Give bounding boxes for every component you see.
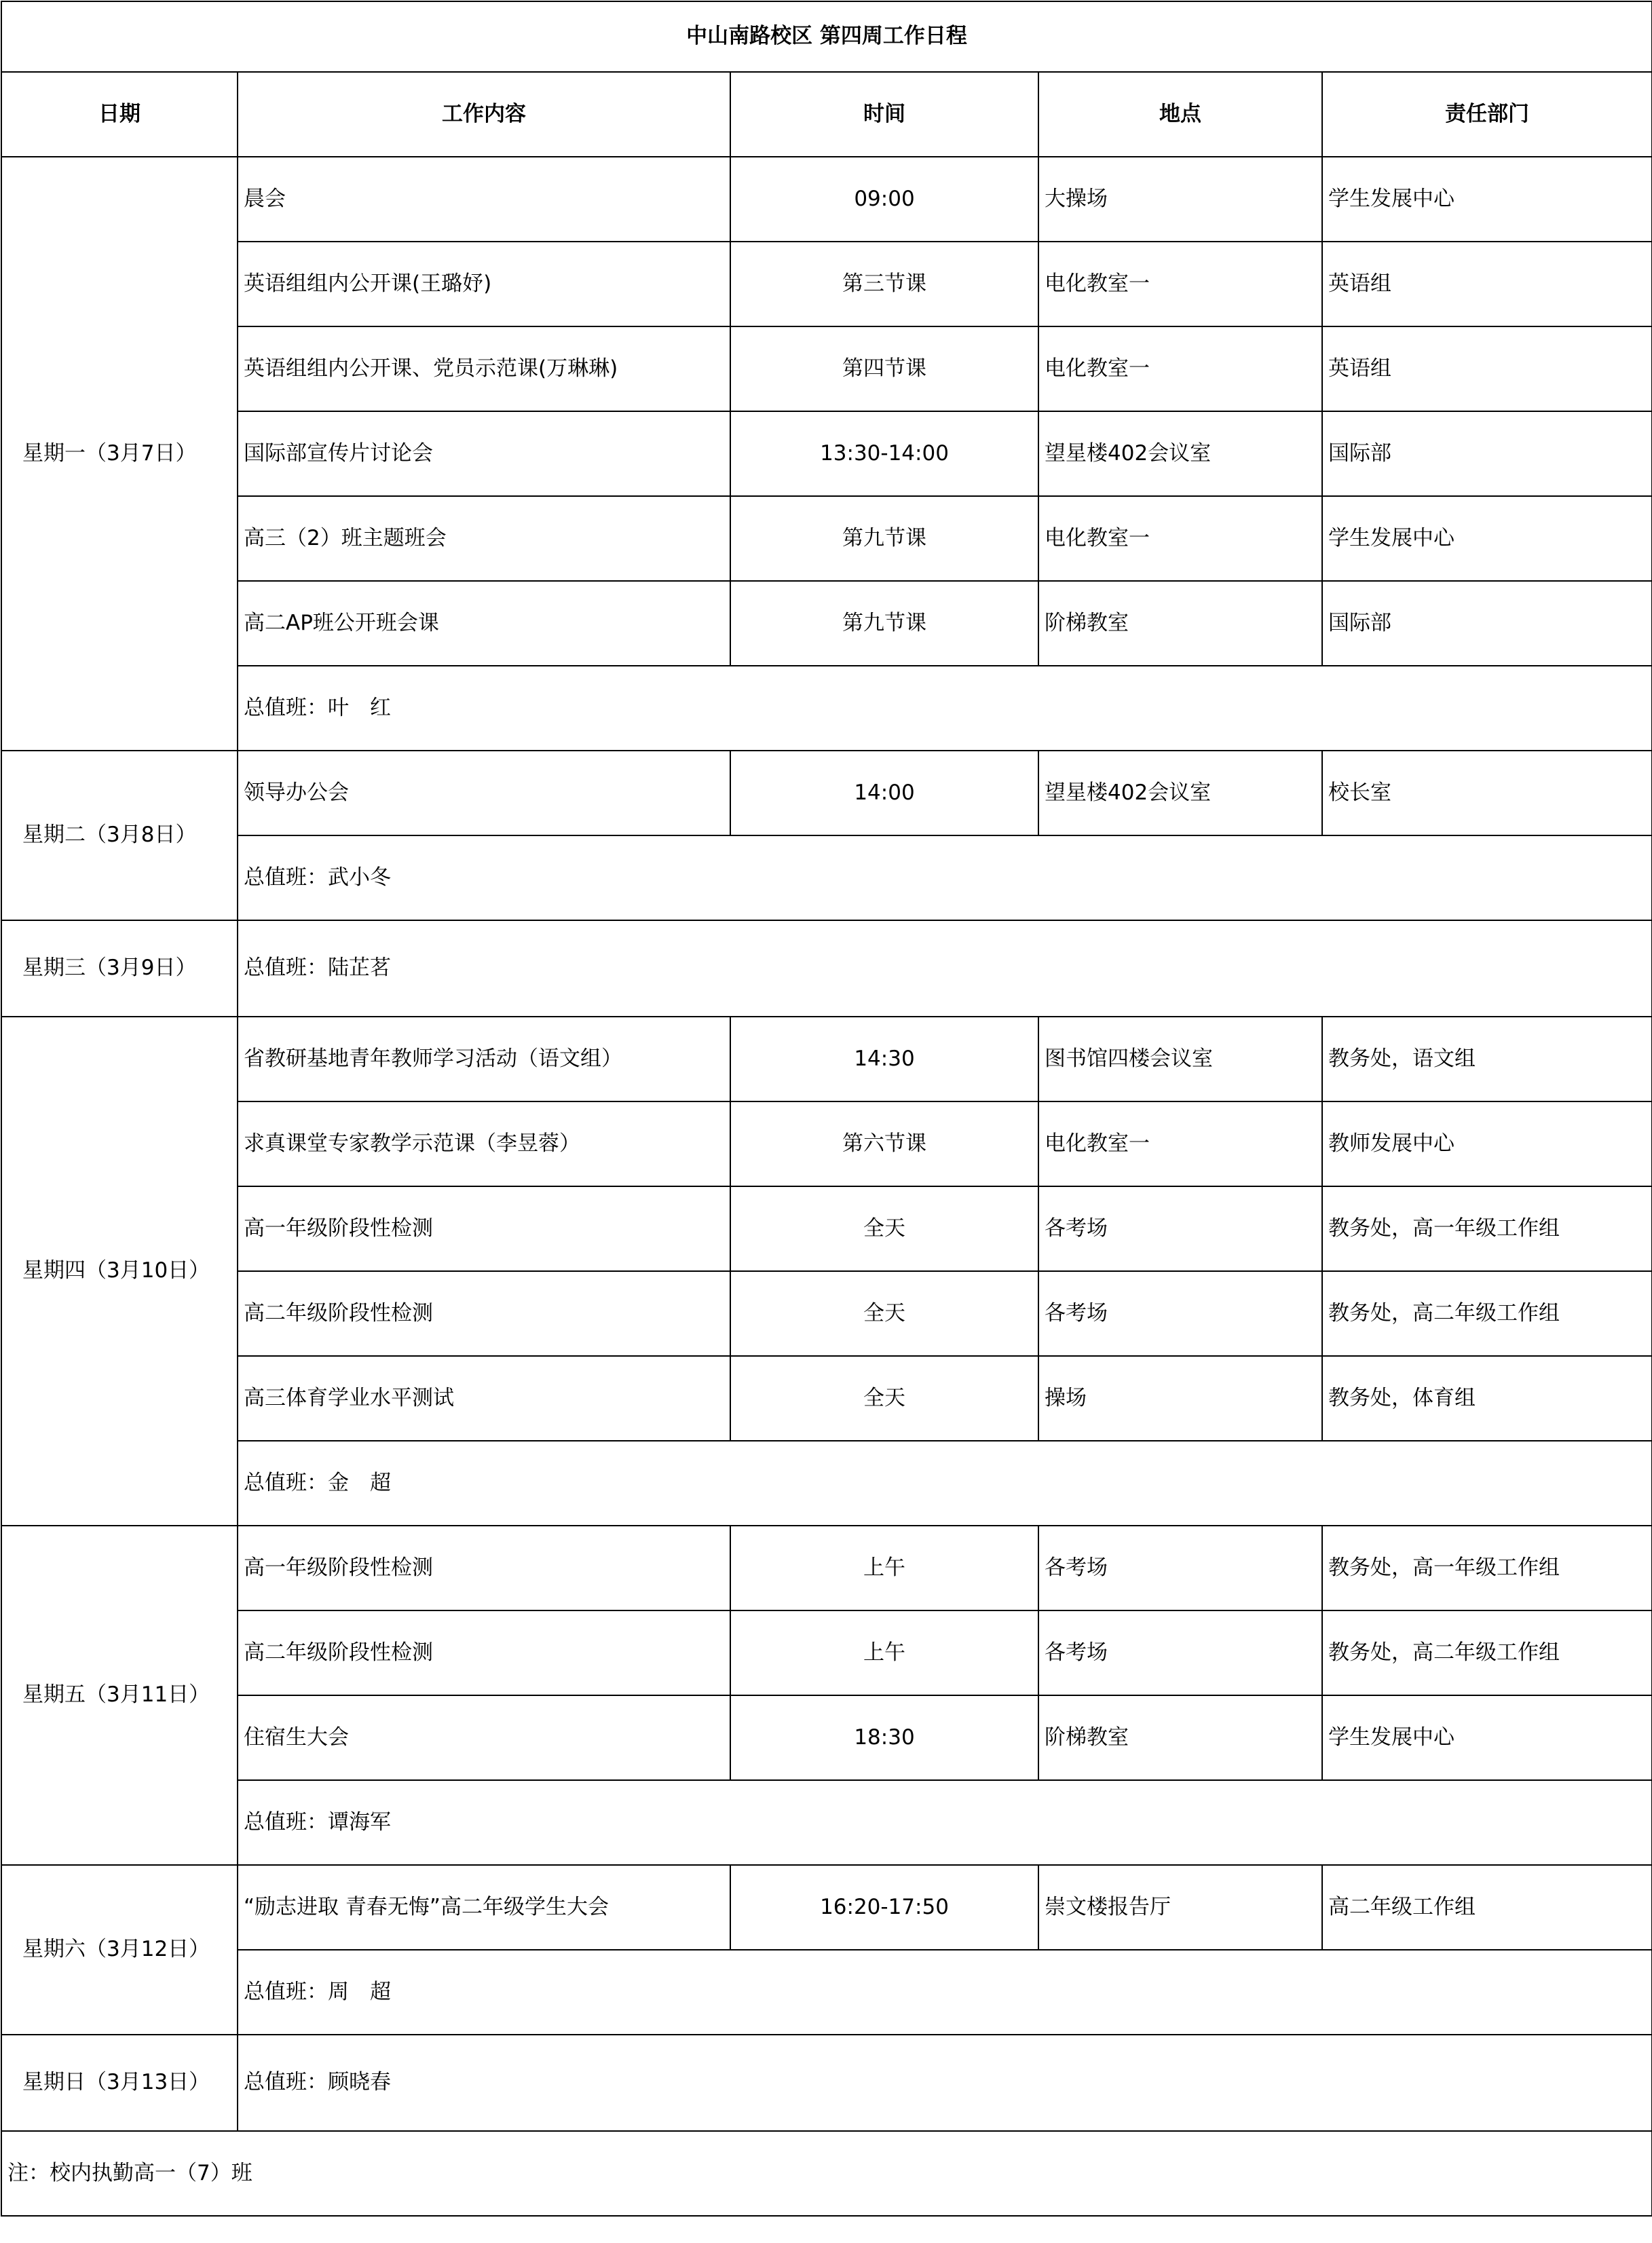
work-place: 阶梯教室: [1038, 1695, 1322, 1780]
schedule-table: [1, 1, 1652, 2217]
work-dept: 国际部: [1322, 411, 1652, 496]
schedule-row: [1, 751, 1652, 835]
duty-row: [1, 1441, 1652, 1526]
work-time: 全天: [730, 1271, 1038, 1356]
work-dept: 英语组: [1322, 326, 1652, 411]
day-label: 星期日（3月13日）: [1, 2035, 238, 2131]
schedule-row: [1, 581, 1652, 666]
work-place: 大操场: [1038, 157, 1322, 242]
header-date: 日期: [1, 72, 238, 157]
work-content: 领导办公会: [238, 751, 730, 835]
day-label: 星期二（3月8日）: [1, 751, 238, 920]
day-label: 星期六（3月12日）: [1, 1865, 238, 2035]
duty-row: [1, 666, 1652, 751]
work-content: 省教研基地青年教师学习活动（语文组）: [238, 1017, 730, 1101]
schedule-row: [1, 1610, 1652, 1695]
schedule-note: 注：校内执勤高一（7）班: [1, 2131, 1652, 2216]
duty-officer: 总值班：谭海军: [238, 1780, 1652, 1865]
work-dept: 教务处，高一年级工作组: [1322, 1186, 1652, 1271]
work-place: 阶梯教室: [1038, 581, 1322, 666]
work-time: 14:30: [730, 1017, 1038, 1101]
work-content: 求真课堂专家教学示范课（李昱蓉）: [238, 1101, 730, 1186]
work-dept: 教务处，语文组: [1322, 1017, 1652, 1101]
work-time: 14:00: [730, 751, 1038, 835]
work-time: 18:30: [730, 1695, 1038, 1780]
work-content: 高二年级阶段性检测: [238, 1610, 730, 1695]
duty-officer: 总值班：叶 红: [238, 666, 1652, 751]
work-place: 各考场: [1038, 1186, 1322, 1271]
header-time: 时间: [730, 72, 1038, 157]
schedule-row: [1, 1186, 1652, 1271]
work-place: 图书馆四楼会议室: [1038, 1017, 1322, 1101]
work-place: 各考场: [1038, 1610, 1322, 1695]
work-place: 各考场: [1038, 1271, 1322, 1356]
note-row: [1, 2131, 1652, 2216]
work-place: 电化教室一: [1038, 1101, 1322, 1186]
schedule-row: [1, 1695, 1652, 1780]
work-time: 上午: [730, 1610, 1038, 1695]
schedule-row: [1, 1271, 1652, 1356]
work-time: 全天: [730, 1186, 1038, 1271]
schedule-row: [1, 496, 1652, 581]
work-place: 电化教室一: [1038, 242, 1322, 326]
schedule-row: [1, 1356, 1652, 1441]
work-dept: 教务处，高二年级工作组: [1322, 1610, 1652, 1695]
work-time: 13:30-14:00: [730, 411, 1038, 496]
schedule-row: [1, 1526, 1652, 1610]
work-content: 高三体育学业水平测试: [238, 1356, 730, 1441]
work-content: 住宿生大会: [238, 1695, 730, 1780]
work-dept: 教务处，高二年级工作组: [1322, 1271, 1652, 1356]
duty-officer: 总值班：陆芷茗: [238, 920, 1652, 1017]
work-place: 电化教室一: [1038, 496, 1322, 581]
day-label: 星期五（3月11日）: [1, 1526, 238, 1865]
work-dept: 国际部: [1322, 581, 1652, 666]
duty-officer: 总值班：顾晓春: [238, 2035, 1652, 2131]
work-dept: 英语组: [1322, 242, 1652, 326]
work-dept: 教师发展中心: [1322, 1101, 1652, 1186]
header-dept: 责任部门: [1322, 72, 1652, 157]
duty-row: [1, 1780, 1652, 1865]
schedule-row: [1, 411, 1652, 496]
duty-row: [1, 1950, 1652, 2035]
work-content: “励志进取 青春无悔”高二年级学生大会: [238, 1865, 730, 1950]
work-dept: 校长室: [1322, 751, 1652, 835]
schedule-row: [1, 1101, 1652, 1186]
work-content: 高三（2）班主题班会: [238, 496, 730, 581]
work-time: 09:00: [730, 157, 1038, 242]
header-content: 工作内容: [238, 72, 730, 157]
schedule-row: [1, 157, 1652, 242]
work-dept: 学生发展中心: [1322, 496, 1652, 581]
duty-row: [1, 835, 1652, 920]
header-place: 地点: [1038, 72, 1322, 157]
schedule-row: [1, 326, 1652, 411]
work-dept: 教务处，体育组: [1322, 1356, 1652, 1441]
work-dept: 学生发展中心: [1322, 157, 1652, 242]
work-time: 第九节课: [730, 496, 1038, 581]
work-dept: 教务处，高一年级工作组: [1322, 1526, 1652, 1610]
schedule-row: [1, 242, 1652, 326]
work-place: 操场: [1038, 1356, 1322, 1441]
work-place: 望星楼402会议室: [1038, 751, 1322, 835]
day-label: 星期一（3月7日）: [1, 157, 238, 751]
work-content: 晨会: [238, 157, 730, 242]
work-content: 国际部宣传片讨论会: [238, 411, 730, 496]
work-content: 高二AP班公开班会课: [238, 581, 730, 666]
work-place: 电化教室一: [1038, 326, 1322, 411]
work-place: 各考场: [1038, 1526, 1322, 1610]
duty-officer: 总值班：武小冬: [238, 835, 1652, 920]
duty-officer: 总值班：金 超: [238, 1441, 1652, 1526]
work-content: 高一年级阶段性检测: [238, 1186, 730, 1271]
work-content: 英语组组内公开课、党员示范课(万琳琳): [238, 326, 730, 411]
schedule-row: [1, 1017, 1652, 1101]
work-dept: 高二年级工作组: [1322, 1865, 1652, 1950]
duty-row: [1, 2035, 1652, 2131]
work-time: 第六节课: [730, 1101, 1038, 1186]
work-time: 全天: [730, 1356, 1038, 1441]
work-time: 16:20-17:50: [730, 1865, 1038, 1950]
duty-officer: 总值班：周 超: [238, 1950, 1652, 2035]
work-time: 第四节课: [730, 326, 1038, 411]
day-label: 星期四（3月10日）: [1, 1017, 238, 1526]
duty-row: [1, 920, 1652, 1017]
work-place: 望星楼402会议室: [1038, 411, 1322, 496]
work-time: 上午: [730, 1526, 1038, 1610]
work-time: 第三节课: [730, 242, 1038, 326]
work-time: 第九节课: [730, 581, 1038, 666]
work-content: 高二年级阶段性检测: [238, 1271, 730, 1356]
work-content: 高一年级阶段性检测: [238, 1526, 730, 1610]
schedule-row: [1, 1865, 1652, 1950]
day-label: 星期三（3月9日）: [1, 920, 238, 1017]
work-content: 英语组组内公开课(王璐妤): [238, 242, 730, 326]
schedule-title: 中山南路校区 第四周工作日程: [1, 1, 1652, 72]
work-place: 崇文楼报告厅: [1038, 1865, 1322, 1950]
work-dept: 学生发展中心: [1322, 1695, 1652, 1780]
